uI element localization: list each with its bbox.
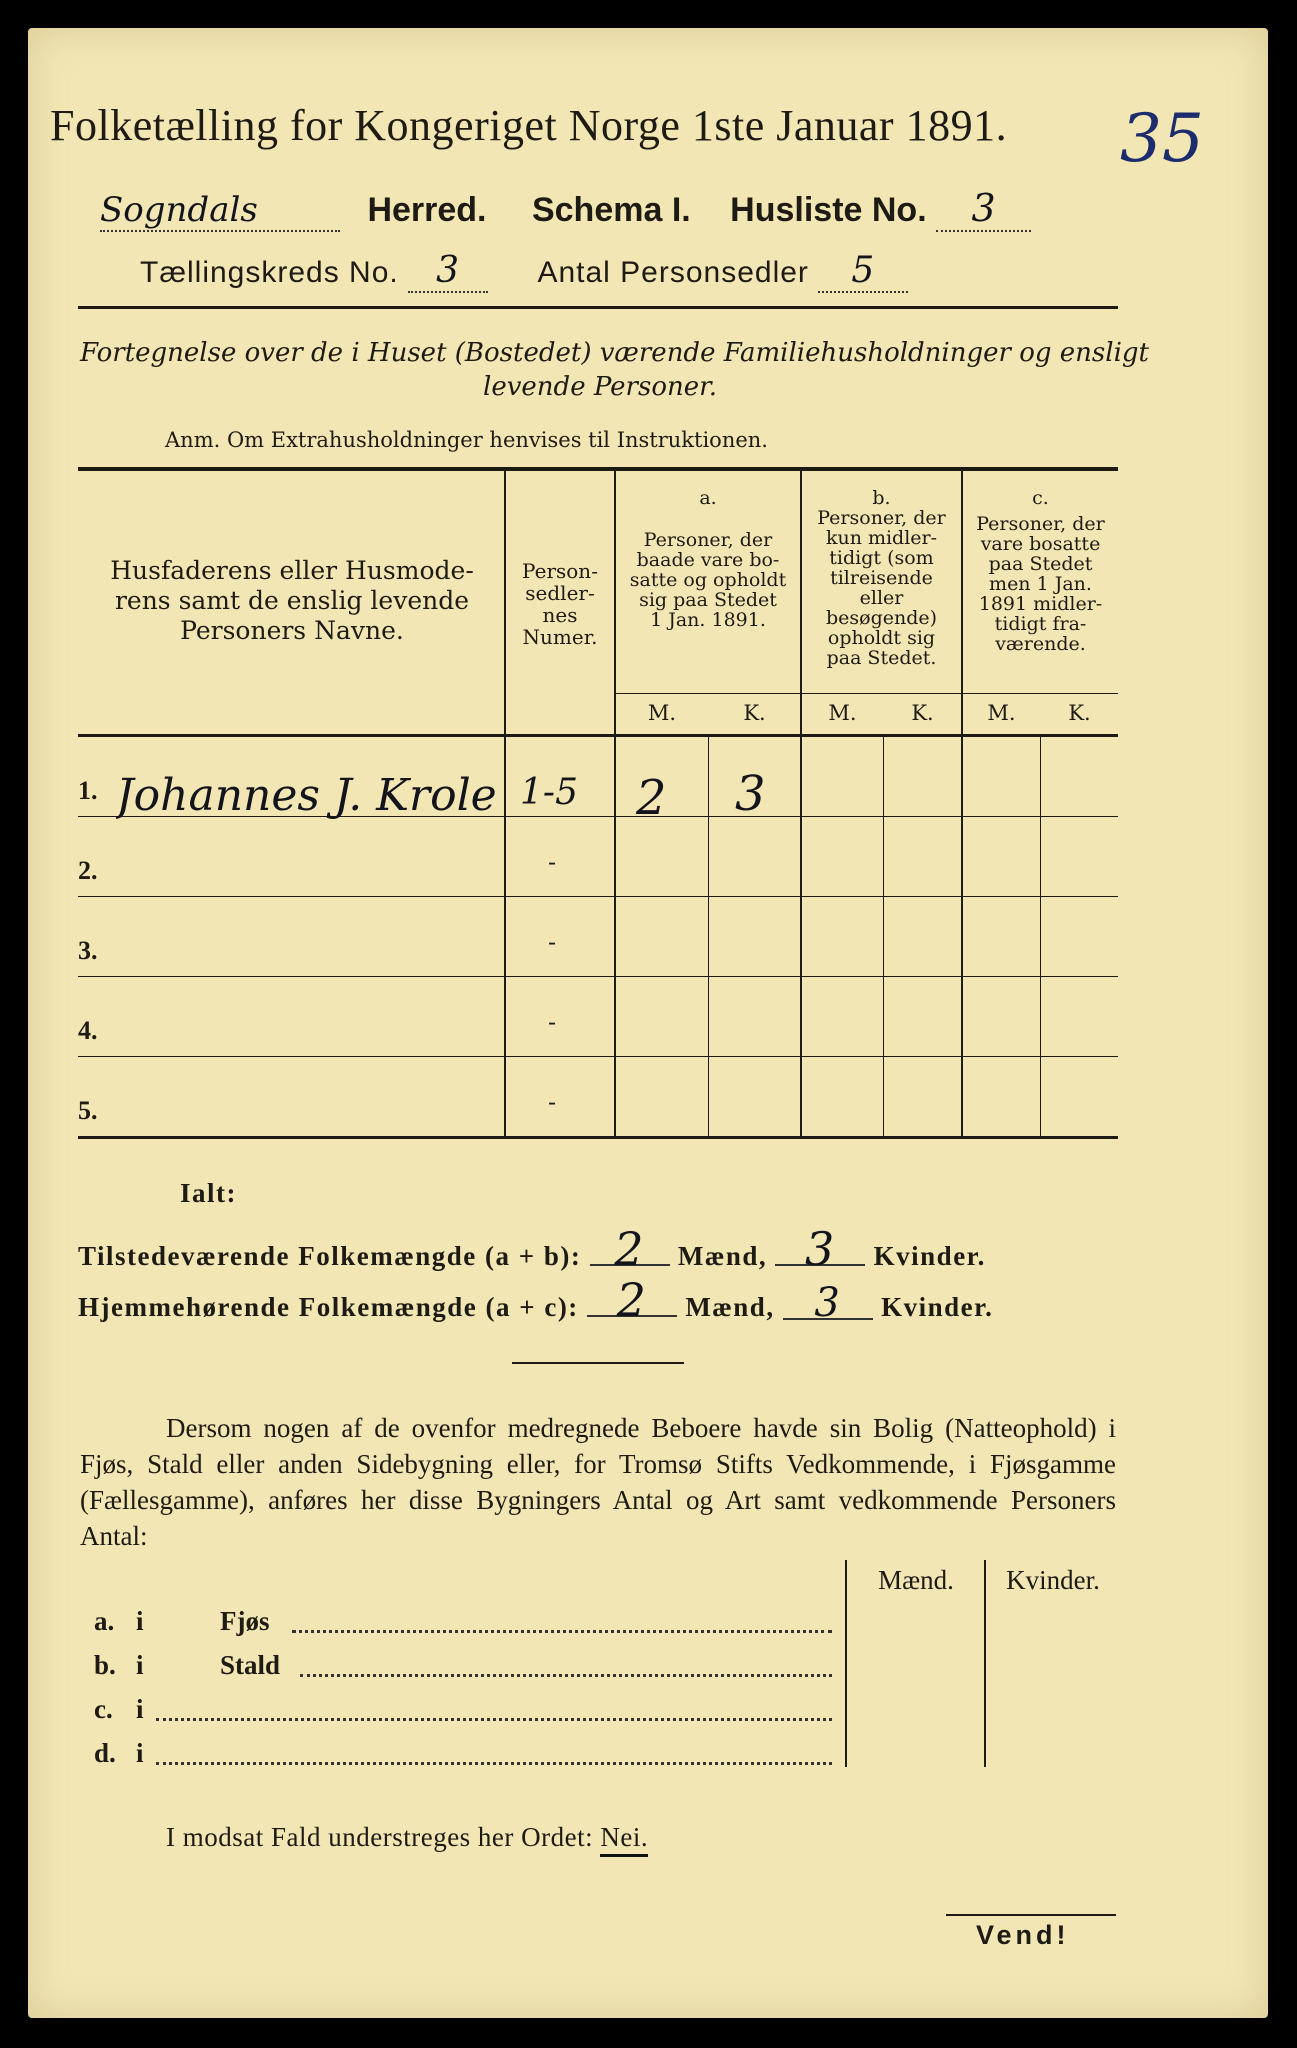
header-divider — [78, 306, 1118, 309]
kreds-row — [140, 250, 908, 293]
hjemme-label: Hjemmehørende Folkemængde (a + c): — [78, 1292, 579, 1322]
row-1-person-numbers: 1-5 — [520, 772, 578, 813]
modsat-nei: Nei. — [600, 1822, 648, 1857]
schema-label: Schema I. — [531, 191, 691, 229]
hjemme-maend-label: Mænd, — [685, 1292, 775, 1322]
margin-number: 35 — [1120, 100, 1204, 177]
a-k-label: K. — [743, 701, 766, 725]
bolig-item-c-letter: c. — [94, 1694, 113, 1724]
col-divider-c-mk — [1040, 737, 1041, 1136]
herred-row — [100, 186, 1031, 232]
bolig-col-divider-2 — [984, 1560, 986, 1767]
hjemme-maend-value: 2 — [587, 1285, 677, 1317]
hjemme-kvinder-label: Kvinder. — [881, 1292, 994, 1322]
col-name-header: Husfaderens eller Husmode- rens samt de enslig levende Personers Navne. — [110, 556, 474, 645]
row-1-a-k: 3 — [735, 766, 766, 822]
row-3-number: 3. — [78, 936, 98, 965]
footer-rule — [946, 1914, 1116, 1916]
bolig-kvinder-header: Kvinder. — [1006, 1565, 1100, 1595]
row-5-person-numbers: - — [548, 1088, 557, 1116]
row-2-number: 2. — [78, 856, 98, 885]
bolig-item-d-dots — [156, 1762, 832, 1765]
modsat-row — [166, 1822, 648, 1853]
hjemme-kvinder-value: 3 — [783, 1288, 873, 1320]
bolig-item-a-letter: a. — [94, 1606, 115, 1636]
row-1-name: Johannes J. Krole — [116, 770, 497, 821]
modsat-text: I modsat Fald understreges her Ordet: — [166, 1822, 594, 1852]
bolig-item-d-letter: d. — [94, 1738, 116, 1768]
mk-subheader-rule — [615, 693, 1118, 694]
bolig-item-b-label: Stald — [220, 1650, 281, 1680]
row-5-number: 5. — [78, 1096, 98, 1125]
row-4-number: 4. — [78, 1016, 98, 1045]
husliste-value: 3 — [936, 186, 1031, 232]
bolig-item-b-dots — [300, 1674, 832, 1677]
bolig-paragraph: Dersom nogen af de ovenfor medregnede Beboere havde sin Bolig (Natteophold) i Fjøs, Stald eller anden Sidebygning eller, for Tromsø Stifts Vedkommende, i Fjøsgamme (Fællesgamme), anføres her disse Bygningers Antal og Art samt vedkommende Personers Antal: — [80, 1413, 1116, 1551]
bolig-item-d-prep: i — [136, 1738, 144, 1768]
row-3-person-numbers: - — [548, 928, 557, 956]
bolig-maend-header: Mænd. — [878, 1565, 954, 1595]
tilstede-kvinder-label: Kvinder. — [873, 1241, 986, 1271]
col-divider-b-mk — [883, 737, 884, 1136]
c-m-label: M. — [987, 701, 1016, 725]
bolig-item-c-prep: i — [136, 1694, 144, 1724]
col-b-header: b. Personer, der kun midler- tidigt (som tilreisende eller besøgende) opholdt sig paa Stedet. — [817, 487, 946, 669]
tilstede-row — [78, 1222, 986, 1276]
table-bottom-rule — [78, 1136, 1118, 1139]
tilstede-maend-value: 2 — [590, 1234, 670, 1266]
husliste-label: Husliste No. — [730, 191, 927, 229]
bolig-item-b-prep: i — [136, 1650, 144, 1680]
hjemme-row — [78, 1273, 994, 1327]
row-1-number: 1. — [78, 776, 98, 805]
kreds-value: 3 — [408, 250, 488, 293]
row-2-person-numbers: - — [548, 848, 557, 876]
b-m-label: M. — [828, 701, 857, 725]
form-title: Folketælling for Kongeriget Norge 1ste Januar 1891. — [50, 101, 1008, 150]
b-k-label: K. — [911, 701, 934, 725]
bolig-col-divider-1 — [845, 1560, 847, 1767]
row-rule-2 — [78, 896, 1118, 897]
anm-note: Anm. Om Extrahusholdninger henvises til Instruktionen. — [165, 428, 768, 452]
col-num-header: Person- sedler- nes Numer. — [522, 559, 598, 649]
c-k-label: K. — [1068, 701, 1091, 725]
bolig-item-c-dots — [156, 1718, 832, 1721]
bolig-item-a-dots — [292, 1630, 832, 1633]
bolig-item-b-letter: b. — [94, 1650, 116, 1680]
antal-value: 5 — [818, 250, 908, 293]
bolig-item-a-prep: i — [136, 1606, 144, 1636]
intro-line-2: levende Personer. — [483, 372, 717, 402]
col-a-header: a. Personer, der baade vare bo- satte og opholdt sig paa Stedet 1 Jan. 1891. — [629, 487, 787, 631]
summary-divider — [512, 1362, 684, 1364]
col-divider-a-mk — [708, 737, 709, 1136]
kreds-label: Tællingskreds No. — [140, 256, 399, 289]
vend-label: Vend! — [976, 1920, 1070, 1950]
herred-value: Sogndals — [100, 190, 340, 232]
bolig-item-a-label: Fjøs — [220, 1606, 270, 1636]
col-c-header: c. Personer, der vare bosatte paa Stedet men 1 Jan. 1891 midler- tidigt fra- værende. — [976, 487, 1105, 655]
row-rule-4 — [78, 1056, 1118, 1057]
antal-label: Antal Personsedler — [537, 256, 809, 289]
row-1-a-m: 2 — [636, 770, 667, 826]
row-4-person-numbers: - — [548, 1008, 557, 1036]
intro-line-1: Fortegnelse over de i Huset (Bostedet) værende Familiehusholdninger og ensligt — [80, 338, 1149, 368]
ialt-label: Ialt: — [180, 1178, 237, 1208]
row-rule-3 — [78, 976, 1118, 977]
tilstede-label: Tilstedeværende Folkemængde (a + b): — [78, 1241, 582, 1271]
tilstede-kvinder-value: 3 — [775, 1234, 865, 1266]
herred-label: Herred. — [367, 191, 487, 229]
tilstede-maend-label: Mænd, — [677, 1241, 768, 1271]
a-m-label: M. — [647, 701, 677, 725]
